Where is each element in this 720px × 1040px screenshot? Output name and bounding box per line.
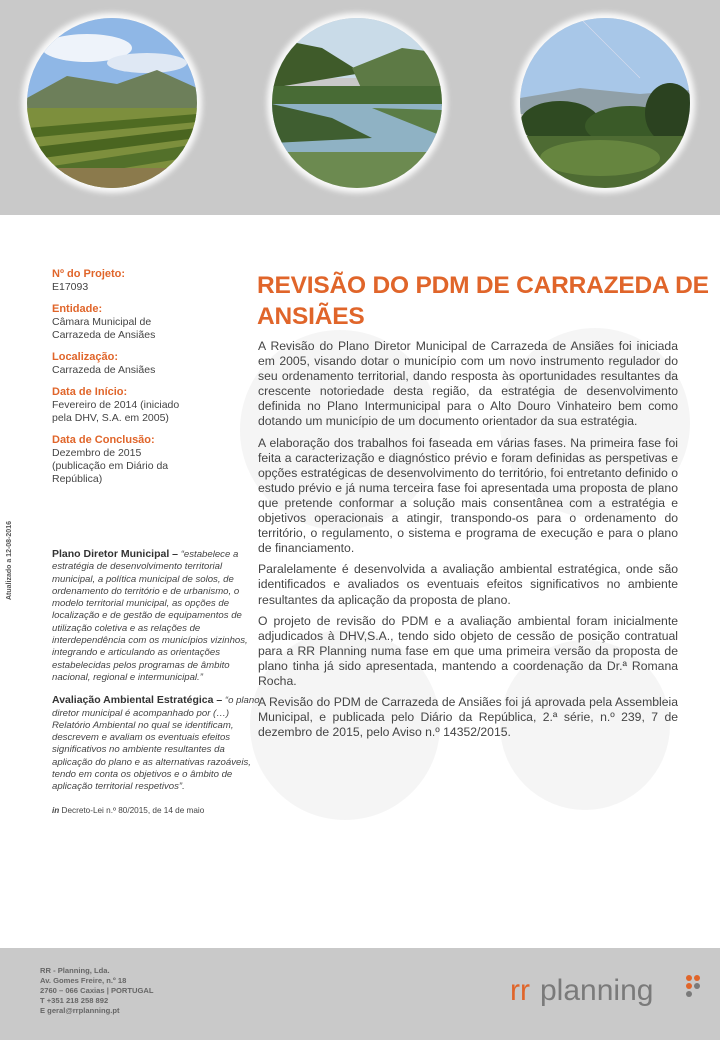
pdm-definition (52, 548, 264, 684)
project-number-label: Nº do Projeto: (52, 268, 126, 280)
source-reference (52, 805, 264, 817)
location-value: Carrazeda de Ansiães (52, 364, 156, 376)
source-text: Decreto-Lei n.º 80/2015, de 14 de maio (59, 805, 205, 815)
project-info (52, 268, 237, 486)
location-label: Localização: (52, 351, 119, 363)
aae-definition-title: Avaliação Ambiental Estratégica – (52, 694, 223, 707)
paragraph: A elaboração dos trabalhos foi faseada em várias fases. Na primeira fase foi feita a caracterização e diagnóstico prévio e foram definidas as perspetivas e opções estratégicas de desenvolvimento do território, foi entretanto definido o estudo prévio e já numa terceira fase foi apresentada uma proposta de plano que pretende conformar a solução mais consentânea com a estratégia e objetivos operacionais a atingir, transpondo-os para o ordenamento do território, o regulamento, o sistema e programa de execução e para o plano de financiamento. (258, 435, 678, 556)
pdm-definition-title: Plano Diretor Municipal – (52, 548, 179, 560)
source-in: in (52, 805, 60, 815)
entity-label: Entidade: (52, 303, 103, 315)
updated-note: Atualizado a 12-08-2016 (6, 521, 13, 600)
footer-contact (40, 966, 154, 1016)
email-link[interactable]: E geral@rrplanning.pt (40, 1006, 120, 1015)
entity-value: Câmara Municipal de Carrazeda de Ansiães (52, 316, 156, 341)
end-date-label: Data de Conclusão: (52, 434, 155, 446)
aae-definition (52, 694, 264, 793)
company-name: RR - Planning, Lda. (40, 966, 110, 975)
main-text (258, 339, 678, 746)
logo-planning: planning (540, 974, 654, 1007)
definitions (52, 548, 264, 817)
phone-number: T +351 218 258 892 (40, 996, 109, 1005)
paragraph: A Revisão do Plano Diretor Municipal de Carrazeda de Ansiães foi iniciada em 2005, visando dotar o município com um novo instrumento regulador do seu ordenamento territorial, dando resposta às oportunidades resultantes da crescente notoriedade desta região, da estratégia de desenvolvimento definida no Plano Intermunicipal para o Alto Douro Vinhateiro bem como dotando um município de um documento orientador da sua estratégia. (258, 339, 678, 429)
page-title: REVISÃO DO PDM DE CARRAZEDA DE ANSIÃES (257, 272, 709, 330)
river-photo (272, 18, 442, 188)
pdm-definition-text: “estabelece a estratégia de desenvolvimento territorial municipal, a política municipal de solos, de ordenamento do território e de urbanismo, o modelo territorial municipal, as opções de localização e de gestão de equipamentos de utilização coletiva e as relações de interdependência com os municípios vizinhos, integrando e articulando as orientações estabelecidas pelos programas de âmbito nacional, regional e intermunicipal.” (52, 549, 248, 683)
vineyard-photo (27, 18, 197, 188)
logo-rr: rr (510, 974, 530, 1007)
start-date-value: Fevereiro de 2014 (iniciado pela DHV, S.A. em 2005) (52, 399, 180, 424)
aae-definition-text: “o plano diretor municipal é acompanhado por (…) Relatório Ambiental no qual se identificam, descrevem e avaliam os eventuais efeitos significativos no ambiente resultantes da aplicação do plano e as alternativas razoáveis, tendo em conta os objetivos e o âmbito de aplicação territorial respetivos”. (52, 695, 260, 793)
city-address: 2760 – 066 Caxias | PORTUGAL (40, 986, 154, 995)
end-date-value: Dezembro de 2015 (publicação em Diário da República) (52, 447, 169, 485)
logo-dots-icon (686, 975, 700, 997)
paragraph: O projeto de revisão do PDM e a avaliação ambiental foram inicialmente adjudicados à DHV,S.A., tendo sido objeto de cessão de posição contratual para a RR Planning numa fase em que uma primeira versão da proposta de plano tinha já sido apresentada, mantendo a coordenação da Dr.ª Romana Rocha. (258, 613, 678, 688)
rrplanning-logo (510, 970, 705, 1020)
paragraph: Paralelamente é desenvolvida a avaliação ambiental estratégica, onde são identificados e avaliados os eventuais efeitos significativos no ambiente resultantes da aplicação da proposta de plano. (258, 562, 678, 607)
forest-photo (520, 18, 690, 188)
start-date-label: Data de Início: (52, 386, 128, 398)
project-number-value: E17093 (52, 281, 89, 293)
paragraph: A Revisão do PDM de Carrazeda de Ansiães foi já aprovada pela Assembleia Municipal, e publicada pelo Diário da República, 2.ª série, n.º 239, 7 de dezembro de 2015, pelo Aviso n.º 14352/2015. (258, 695, 678, 740)
street-address: Av. Gomes Freire, n.º 18 (40, 976, 127, 985)
